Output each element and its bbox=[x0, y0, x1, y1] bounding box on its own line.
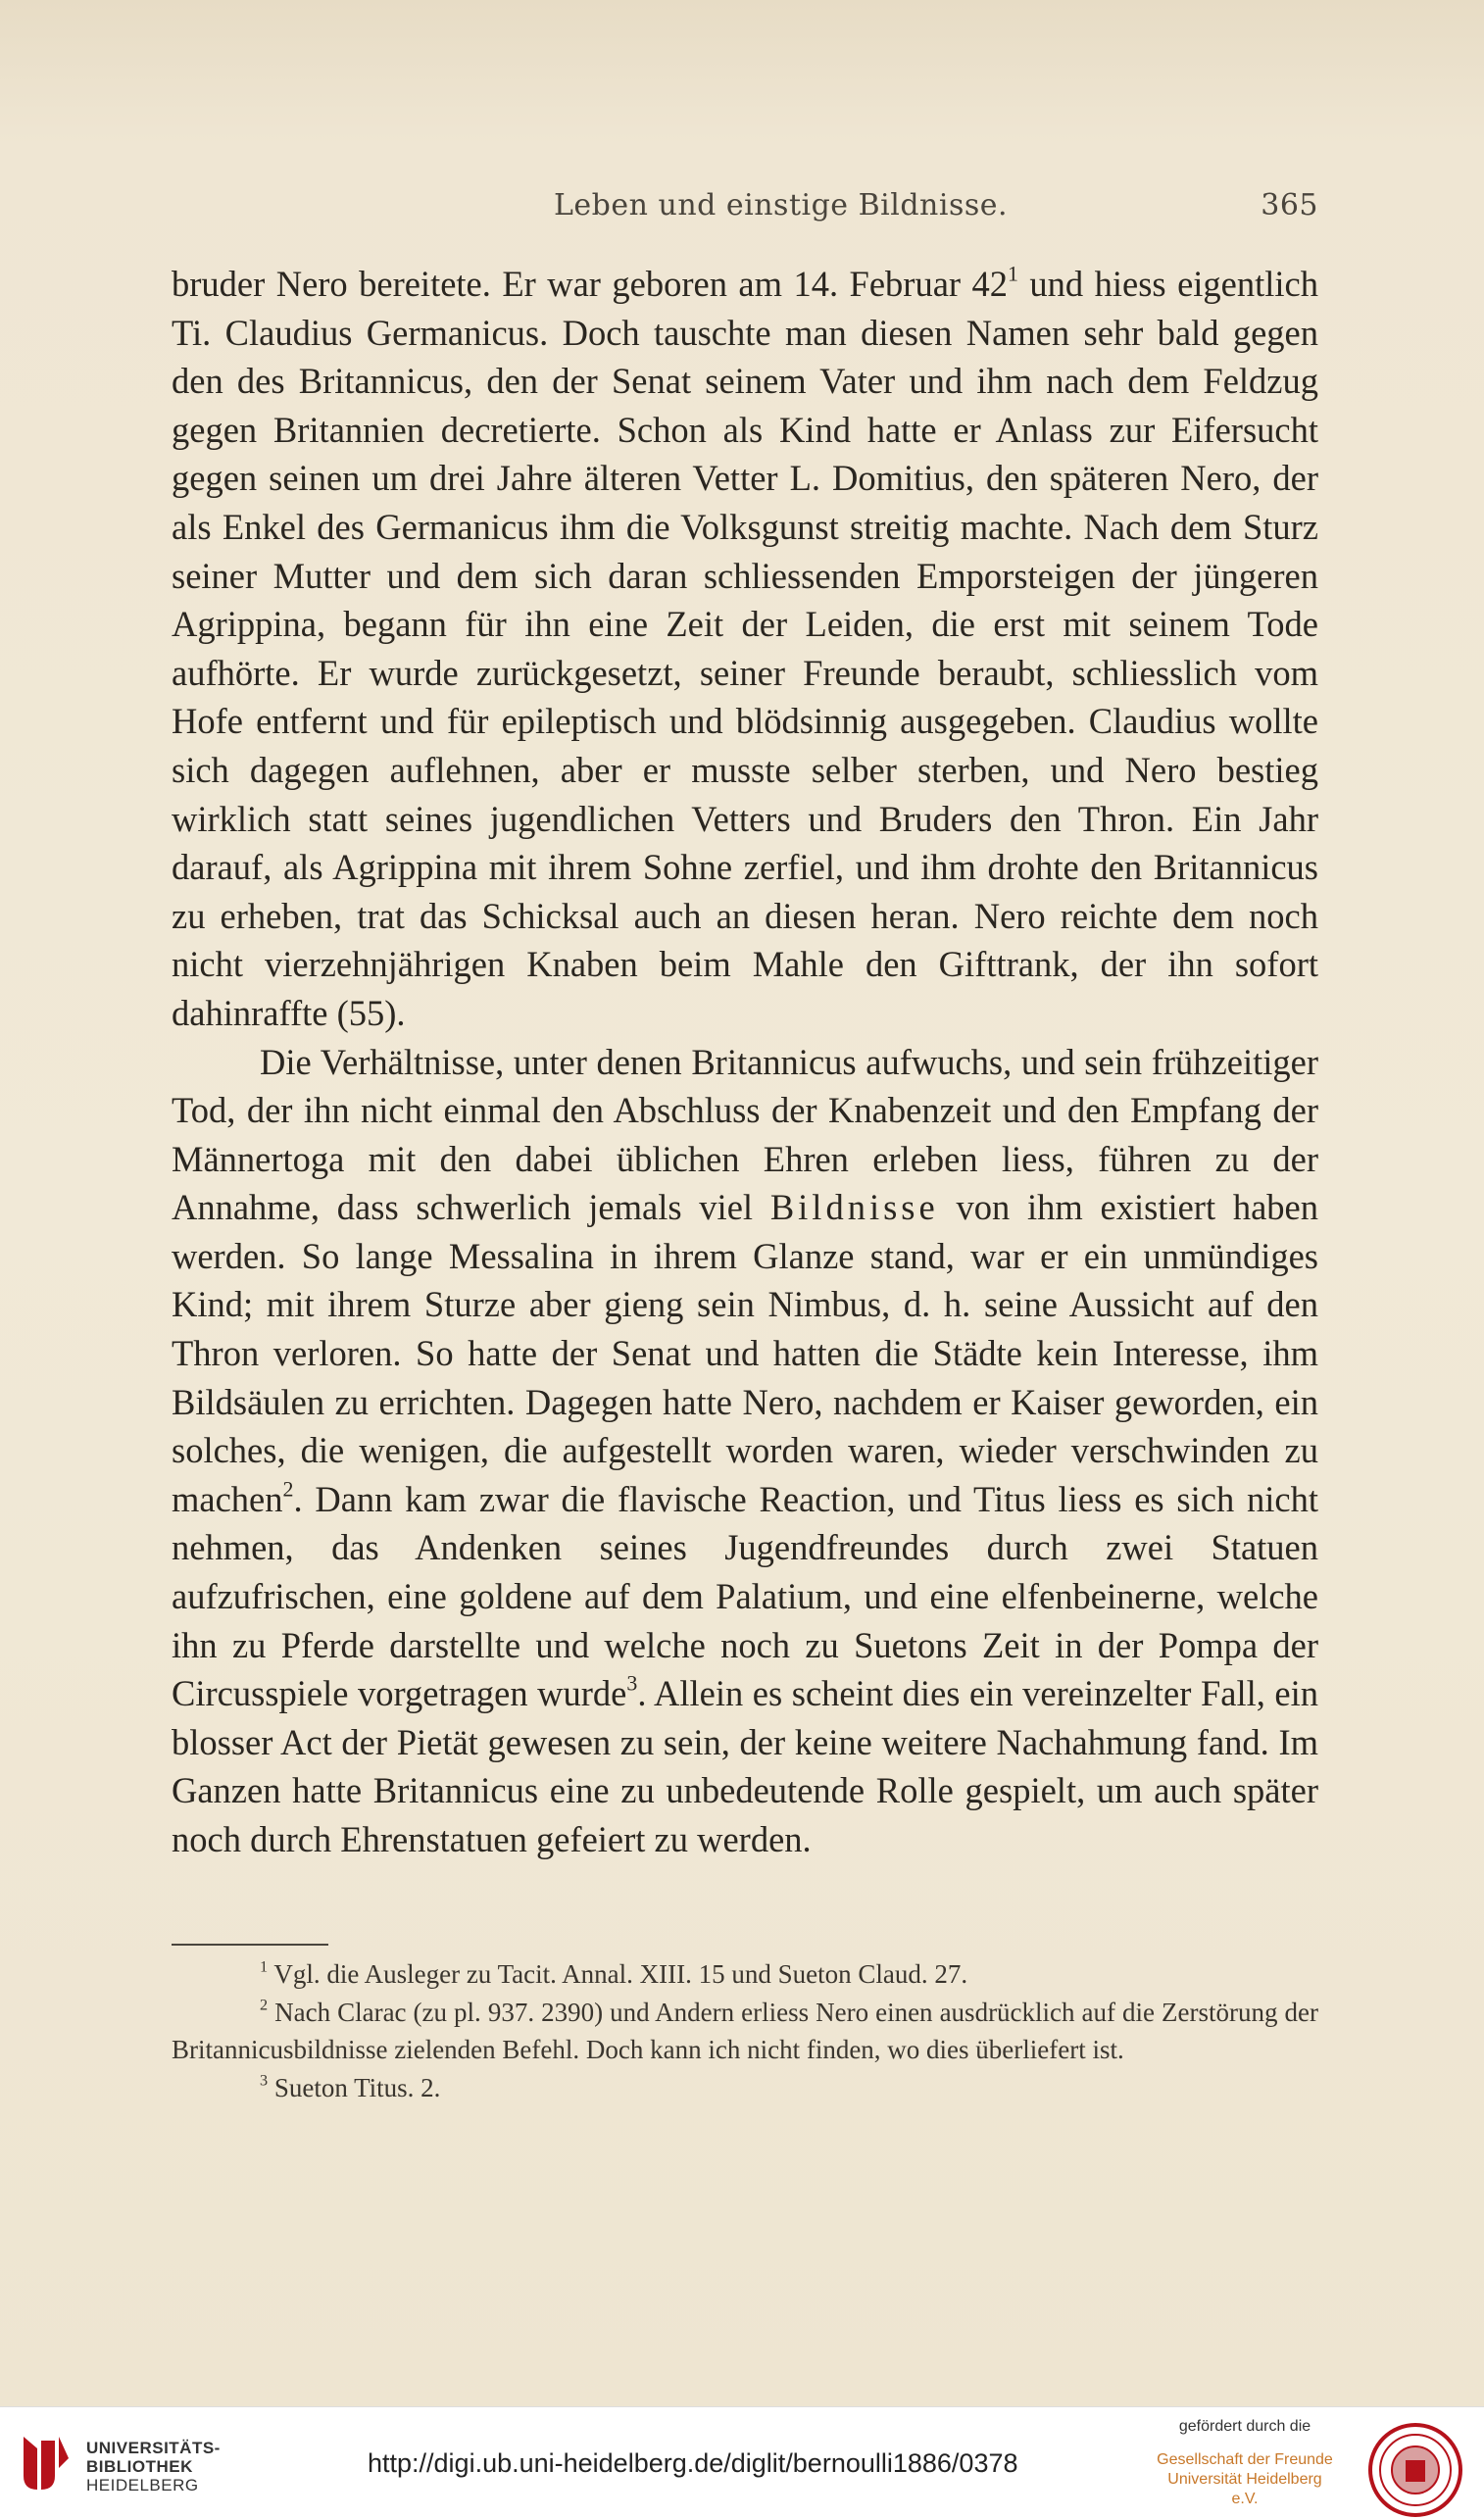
sponsor-credit: gefördert durch die Gesellschaft der Freunde Universität Heidelberg e.V. bbox=[1157, 2418, 1333, 2507]
footnote-2: $^2$ Nach Clarac (zu pl. 937. 2390) und Andern erliess Nero einen ausdrücklich auf die Zerstörung der Britannicusbildnisse zielenden Befehl. Doch kann ich nicht finden, wo dies überliefert ist. bbox=[172, 1996, 1318, 2064]
digitization-footer bbox=[0, 2406, 1484, 2519]
library-logo-icon bbox=[16, 2429, 74, 2497]
footnote-ref-3: 3 bbox=[626, 1670, 638, 1696]
running-title: Leben und einstige Bildnisse. bbox=[554, 188, 1009, 222]
footnote-3: $^3$ Sueton Titus. 2. bbox=[260, 2071, 441, 2102]
paragraph-1: bruder Nero bereitete. Er war geboren am 14. Februar $42^1$ und hiess eigentlich Ti. Claudius Germanicus. Doch tauschte man diesen Namen sehr bald gegen den des Britannicus, den der Senat seinem Vater und ihm nach dem Feldzug gegen Britannien decretierte. Schon als Kind hatte er Anlass zur Eifersucht gegen seinen um drei Jahre älteren Vetter L. Domitius, den späteren Nero, der als Enkel des Germanicus ihm die Volksgunst streitig machte. Nach dem Sturz seiner Mutter und dem sich daran schliessenden Emporsteigen der jüngeren Agrippina, begann für ihn eine Zeit der Leiden, die erst mit seinem Tode aufhörte. Er wurde zurückgesetzt, seiner Freunde beraubt, schliesslich vom Hofe entfernt und für epileptisch und blödsinnig ausgegeben. Claudius wollte sich dagegen auflehnen, aber er musste selber sterben, und Nero bestieg wirklich statt seines jugendlichen Vetters und Bruders den Thron. Ein Jahr darauf, als Agrippina mit ihrem Sohne zerfiel, und ihm drohte den Britannicus zu erheben, trat das Schicksal auch an diesen heran. Nero reichte dem noch nicht vierzehnjährigen Knaben beim Mahle den Gifttrank, der ihn sofort dahinraffte (55). bbox=[172, 261, 1318, 1033]
footnote-ref-1: 1 bbox=[1008, 261, 1018, 286]
paragraph-2: Die Verhältnisse, unter denen Britannicus aufwuchs, und sein frühzeitiger Tod, der ihn nicht einmal den Abschluss der Knabenzeit und den Empfang der Männertoga mit den dabei üblichen Ehren erleben liess, führen zu der Annahme, dass schwerlich jemals viel Bildnisse von ihm existiert haben werden. So lange Messalina in ihrem Glanze stand, war er ein unmündiges Kind; mit ihrem Sturze aber gieng sein Nimbus, d. h. seine Aussicht auf den Thron verloren. So hatte der Senat und hatten die Städte kein Interesse, ihm Bildsäulen zu errichten. Dagegen hatte Nero, nachdem er Kaiser geworden, ein solches, die wenigen, die aufgestellt worden waren, wieder verschwinden zu machen$^2$. Dann kam zwar die flavische Reaction, und Titus liess es sich nicht nehmen, das Andenken seines Jugendfreundes durch zwei Statuen aufzufrischen, eine goldene auf dem Palatium, und eine elfenbeinerne, welche ihn zu Pferde darstellte und welche noch zu Suetons Zeit in der Pompa der Circusspiele vorgetragen wurde$^3$. Allein es scheint dies ein vereinzelter Fall, ein blosser Act der Pietät gewesen zu sein, der keine weitere Nachahmung fand. Im Ganzen hatte Britannicus eine zu unbedeutende Rolle gespielt, um auch später noch durch Ehrenstatuen gefeiert zu werden. bbox=[172, 1041, 1319, 1859]
emphasis-bildnisse: Bildnisse bbox=[769, 1187, 939, 1228]
footnote-ref-2: 2 bbox=[282, 1476, 294, 1502]
footnotes bbox=[172, 1955, 1318, 2106]
footnote-1: $^1$ Vgl. die Ausleger zu Tacit. Annal. XIII. 15 und Sueton Claud. 27. bbox=[260, 1957, 968, 1989]
university-seal-icon bbox=[1366, 2421, 1464, 2519]
footnote-divider bbox=[172, 1944, 328, 1946]
page-header bbox=[172, 188, 1318, 227]
body-text bbox=[172, 260, 1318, 1864]
page-number: 365 bbox=[1261, 188, 1318, 222]
library-name: UNIVERSITÄTS- BIBLIOTHEK HEIDELBERG bbox=[86, 2439, 221, 2494]
permalink-url[interactable]: http://digi.ub.uni-heidelberg.de/diglit/bernoulli1886/0378 bbox=[368, 2448, 1018, 2478]
